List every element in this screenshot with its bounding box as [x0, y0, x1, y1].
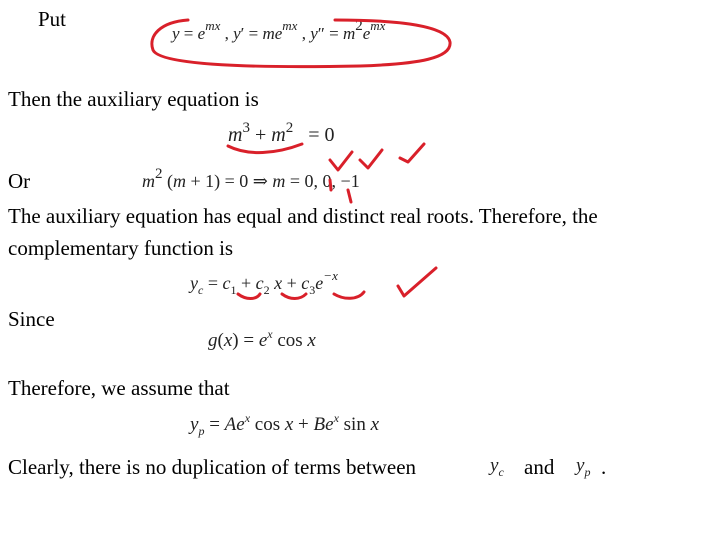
then-line: Then the auxiliary equation is [8, 87, 259, 111]
roots-text-line-2: complementary function is [8, 236, 234, 260]
check-mark-3 [400, 144, 424, 162]
roots-text-line-1: The auxiliary equation has equal and distinct real roots. Therefore, the [8, 204, 598, 228]
g-equation: $g(x) = e^x$ cos x [208, 327, 316, 351]
clearly-line: Clearly, there is no duplication of terms between [8, 455, 417, 479]
put-equation: $y = e^{mx}$ , $y' = me^{mx}$ , $y'' = m2e^{mx}$ [172, 18, 386, 43]
check-mark-1 [330, 152, 352, 170]
yc-equation: $y_c = c_1 + c_2$ $x + c_3e^{-x}$ [190, 268, 338, 297]
underline-yc-1 [238, 294, 260, 299]
assume-line: Therefore, we assume that [8, 376, 230, 400]
underline-yc-3 [334, 292, 364, 298]
put-label: Put [38, 7, 67, 31]
end-period: . [601, 455, 607, 479]
underline-yc-2 [282, 294, 306, 299]
yc-ref: $y_c$ [490, 455, 504, 479]
yp-ref: $y_p$ [576, 455, 591, 479]
or-label: Or [8, 169, 31, 193]
check-mark-4 [398, 268, 436, 296]
aux-equation: $m^3 + m^2 = 0$ [228, 120, 335, 146]
yp-equation: $y_p = Ae^x$ $\cos x + Be^x$ sin x [190, 411, 380, 438]
and-label: and [524, 455, 555, 479]
roots-equation: $m^2$ (m + 1) = 0 ⇒ m = 0, 0, −1 [142, 166, 360, 191]
check-mark-2 [360, 150, 382, 168]
since-label: Since [8, 307, 55, 331]
